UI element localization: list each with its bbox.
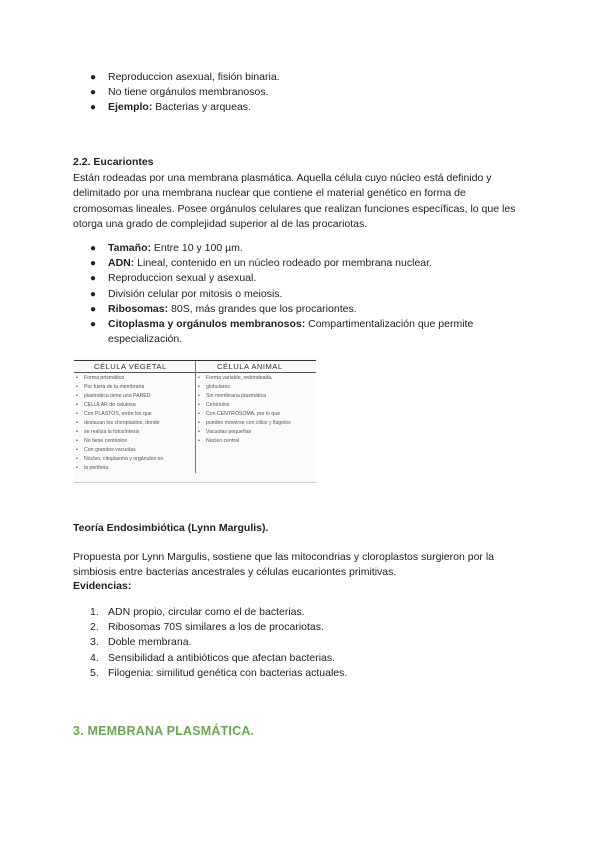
animal-cell-header: CÉLULA ANIMAL xyxy=(217,362,283,371)
list-item: ● Ejemplo: Bacterias y arqueas. xyxy=(90,100,280,115)
endosymbiotic-paragraph: Propuesta por Lynn Margulis, sostiene que las mitocondrias y cloroplastos surgieron por la simbiosis entre bacterias ancestrales y células eucariontes primitivas. xyxy=(73,551,494,579)
list-item: • se realiza la fotosíntesis xyxy=(76,428,193,437)
endosymbiotic-heading: Teoría Endosimbiótica (Lynn Margulis). xyxy=(73,522,269,534)
list-item: ● Ribosomas: 80S, más grandes que los procariontes. xyxy=(90,302,510,317)
list-item: ● Reproduccion sexual y asexual. xyxy=(90,271,510,286)
list-item: • Sin membrana plasmática xyxy=(198,392,315,401)
eukaryotes-heading: 2.2. Eucariontes xyxy=(73,156,154,168)
cell-comparison-figure xyxy=(74,357,316,483)
plant-cell-list xyxy=(76,374,193,473)
eukaryotes-paragraph: Están rodeadas por una membrana plasmática. Aquella célula cuyo núcleo está definido y delimitado por una membrana nuclear que contiene el material genético en forma de cromosomas lineales. Posee orgánulos celulares que realizan funciones específicas, lo que les otorga una grado de complejidad superior al de las procariotas. xyxy=(73,172,516,231)
list-item: ● Tamaño: Entre 10 y 100 µm. xyxy=(90,241,510,256)
bullet-icon: ● xyxy=(90,303,97,315)
evidence-label: Evidencias: xyxy=(73,580,132,592)
bullet-icon: ● xyxy=(90,72,97,83)
list-item: 3. Doble membrana. xyxy=(90,636,192,649)
list-item: • Núcleo, citoplasma y orgánulos en xyxy=(76,455,193,464)
eukaryote-list xyxy=(90,241,510,347)
bullet-icon: ● xyxy=(90,87,97,99)
list-item: • Centriolos xyxy=(198,401,315,410)
list-item: • globulares xyxy=(198,383,315,392)
list-item: • Con grandes vacuolas xyxy=(76,446,193,455)
bullet-icon: ● xyxy=(90,319,97,331)
bullet-icon: ● xyxy=(90,258,97,270)
list-item: ● No tiene orgánulos membranosos. xyxy=(90,85,280,100)
section-title: 3. MEMBRANA PLASMÁTICA. xyxy=(73,724,255,738)
list-item: ● ADN: Lineal, contenido en un núcleo rodeado por membrana nuclear. xyxy=(90,256,510,271)
list-item: • destacan los cloroplastos, donde xyxy=(76,419,193,428)
list-item: • Forma variable, redondeada, xyxy=(198,374,315,383)
evidence-list xyxy=(90,605,347,681)
bullet-icon: ● xyxy=(90,288,97,300)
list-item: • Con PLASTOS, entre los que xyxy=(76,410,193,419)
list-item: • Vacuolas pequeñas xyxy=(198,428,315,437)
list-item: ● Citoplasma y orgánulos membranosos: Compartimentalización que permite especialización. xyxy=(90,318,474,346)
list-item: 5. Filogenia: similitud genética con bacterias actuales. xyxy=(90,666,348,679)
list-item: • Con CENTROSOMA, por lo que xyxy=(198,410,315,419)
list-item: ● Reproduccion asexual, fisión binaria. xyxy=(90,70,280,85)
list-item: • pueden moverse con cilios y flagelos xyxy=(198,419,315,428)
list-item: • la periferia xyxy=(76,464,193,473)
list-item: 2. Ribosomas 70S similares a los de procariotas. xyxy=(90,621,324,634)
list-item: • CELULAR de celulosa xyxy=(76,401,193,410)
list-item: ● División celular por mitosis o meiosis. xyxy=(90,287,510,302)
animal-cell-list xyxy=(198,374,315,446)
list-item: • Núcleo central xyxy=(198,437,315,446)
list-item: • Por fuera de la membrana xyxy=(76,383,193,392)
list-item: • No tiene centriolos xyxy=(76,437,193,446)
list-item: 4. Sensibilidad a antibióticos que afectan bacterias. xyxy=(90,651,336,664)
list-item: • plasmática tiene una PARED xyxy=(76,392,193,401)
prokaryote-list xyxy=(90,70,280,116)
bullet-icon: ● xyxy=(90,243,97,254)
bullet-icon: ● xyxy=(90,273,97,285)
list-item: 1. ADN propio, circular como el de bacterias. xyxy=(90,606,305,618)
figure-divider xyxy=(195,361,196,473)
list-item: • Forma prismática xyxy=(76,374,193,383)
plant-cell-header: CÉLULA VEGETAL xyxy=(94,362,167,371)
bullet-icon: ● xyxy=(90,102,97,114)
